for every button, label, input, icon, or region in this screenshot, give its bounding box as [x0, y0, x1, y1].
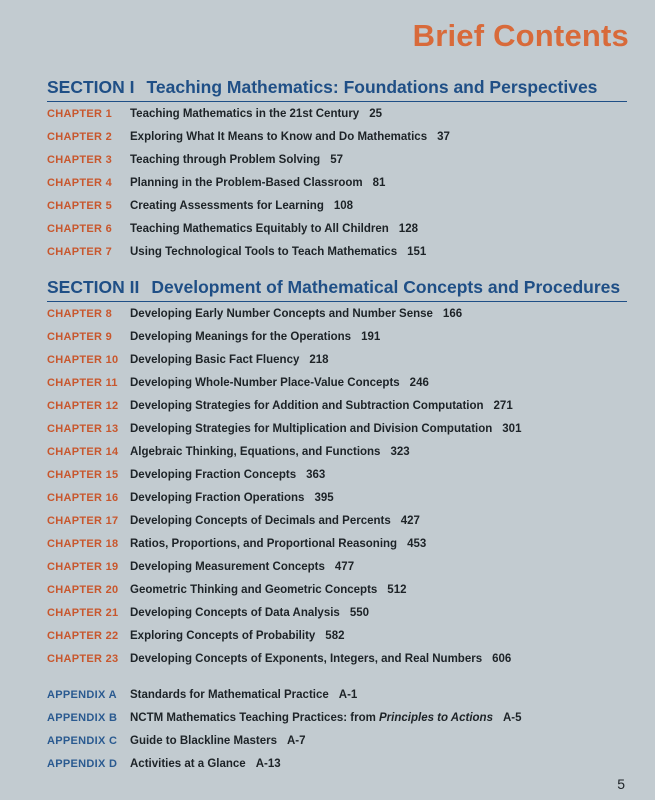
- toc-row: [47, 244, 426, 260]
- chapter-title: Developing Concepts of Exponents, Integers, and Real Numbers: [130, 653, 483, 665]
- section-number: SECTION I: [47, 77, 135, 97]
- toc-row: [47, 559, 354, 575]
- chapter-label: CHAPTER 10: [47, 354, 119, 366]
- chapter-page: 427: [400, 515, 420, 527]
- toc-row: [47, 129, 450, 145]
- chapter-page: 108: [333, 200, 354, 212]
- chapter-title: Developing Concepts of Decimals and Percents: [130, 515, 391, 527]
- chapter-label: CHAPTER 20: [47, 584, 119, 596]
- appendix-title-italic: Principles to Actions: [379, 712, 493, 724]
- chapter-title: Using Technological Tools to Teach Mathematics: [130, 246, 398, 258]
- chapter-title: Planning in the Problem-Based Classroom: [130, 177, 363, 189]
- toc-row: [47, 733, 306, 749]
- toc-row: [47, 490, 334, 506]
- chapter-page: 57: [330, 154, 343, 166]
- chapter-page: 166: [442, 308, 463, 320]
- chapter-label: CHAPTER 17: [47, 515, 119, 527]
- chapter-title: Developing Early Number Concepts and Number Sense: [130, 308, 433, 320]
- toc-row: [47, 198, 353, 214]
- chapter-page: 191: [361, 331, 381, 343]
- chapter-label: CHAPTER 6: [47, 223, 113, 235]
- chapter-page: 453: [407, 538, 427, 550]
- toc-row: [47, 444, 410, 460]
- chapter-label: CHAPTER 3: [47, 154, 113, 166]
- toc-row: [47, 421, 521, 437]
- chapter-page: 363: [306, 469, 326, 481]
- chapter-title: Teaching Mathematics Equitably to All Children: [130, 223, 389, 235]
- chapter-title: Exploring Concepts of Probability: [130, 630, 316, 642]
- chapter-page: 512: [387, 584, 407, 596]
- appendix-title: [130, 712, 493, 724]
- toc-row: [47, 651, 511, 667]
- chapter-label: CHAPTER 16: [47, 492, 119, 504]
- chapter-title: Teaching through Problem Solving: [130, 154, 321, 166]
- chapter-title: Ratios, Proportions, and Proportional Reasoning: [130, 538, 398, 550]
- appendix-page: A-13: [255, 758, 281, 770]
- toc-row: [47, 152, 343, 168]
- toc-row: [47, 467, 325, 483]
- toc-row: [47, 687, 357, 703]
- chapter-page: 218: [309, 354, 329, 366]
- chapter-page: 271: [493, 400, 513, 412]
- chapter-page: 151: [407, 246, 427, 258]
- appendix-title-text: NCTM Mathematics Teaching Practices: from: [130, 712, 380, 724]
- section-number: SECTION II: [47, 277, 140, 297]
- chapter-title: Developing Basic Fact Fluency: [130, 354, 300, 366]
- chapter-label: CHAPTER 5: [47, 200, 113, 212]
- chapter-title: Developing Meanings for the Operations: [130, 331, 352, 343]
- chapter-page: 81: [372, 177, 386, 189]
- appendix-page: A-7: [287, 735, 306, 747]
- chapter-page: 301: [502, 423, 522, 435]
- appendix-title: Standards for Mathematical Practice: [130, 689, 329, 701]
- toc-row: [47, 106, 382, 122]
- appendix-title: Activities at a Glance: [130, 758, 246, 770]
- chapter-label: CHAPTER 4: [47, 177, 113, 189]
- chapter-label: CHAPTER 21: [47, 607, 119, 619]
- chapter-page: 606: [492, 653, 512, 665]
- toc-row: [47, 175, 385, 191]
- chapter-label: CHAPTER 14: [47, 446, 119, 458]
- chapter-title: Geometric Thinking and Geometric Concepts: [130, 584, 378, 596]
- chapter-page: 246: [409, 377, 429, 389]
- chapter-label: CHAPTER 2: [47, 131, 113, 143]
- toc-row: [47, 536, 426, 552]
- chapter-page: 323: [390, 446, 410, 458]
- chapter-page: 477: [334, 561, 355, 573]
- section-heading: [47, 277, 627, 302]
- toc-row: [47, 398, 513, 414]
- chapter-label: CHAPTER 18: [47, 538, 119, 550]
- chapter-page: 128: [398, 223, 418, 235]
- toc-row: [47, 352, 329, 368]
- chapter-label: CHAPTER 22: [47, 630, 119, 642]
- toc-row: [47, 375, 429, 391]
- appendix-label: APPENDIX A: [47, 689, 117, 701]
- chapter-page: 25: [369, 108, 382, 120]
- chapter-page: 395: [314, 492, 334, 504]
- chapter-label: CHAPTER 23: [47, 653, 119, 665]
- appendix-title: Guide to Blackline Masters: [130, 735, 277, 747]
- page-number: 5: [617, 776, 625, 792]
- chapter-title: Algebraic Thinking, Equations, and Functions: [130, 446, 381, 458]
- appendix-label: APPENDIX B: [47, 712, 118, 724]
- chapter-label: CHAPTER 19: [47, 561, 119, 573]
- page-title: Brief Contents: [412, 18, 629, 53]
- toc-row: [47, 628, 344, 644]
- section-title: Development of Mathematical Concepts and Procedures: [151, 277, 621, 297]
- chapter-title: Developing Strategies for Multiplication and Division Computation: [130, 423, 493, 435]
- appendix-page: A-1: [338, 689, 358, 701]
- chapter-page: 550: [349, 607, 370, 619]
- chapter-label: CHAPTER 15: [47, 469, 119, 481]
- toc-row: [47, 756, 281, 772]
- chapter-label: CHAPTER 13: [47, 423, 119, 435]
- chapter-page: 582: [325, 630, 345, 642]
- chapter-label: CHAPTER 12: [47, 400, 119, 412]
- toc-row: [47, 710, 522, 726]
- chapter-title: Developing Fraction Concepts: [130, 469, 297, 481]
- chapter-title: Creating Assessments for Learning: [130, 200, 324, 212]
- chapter-label: CHAPTER 8: [47, 308, 113, 320]
- appendix-label: APPENDIX C: [47, 735, 118, 747]
- chapter-title: Developing Strategies for Addition and Subtraction Computation: [130, 400, 484, 412]
- section-title: Teaching Mathematics: Foundations and Perspectives: [146, 77, 598, 97]
- chapter-title: Developing Whole-Number Place-Value Concepts: [130, 377, 400, 389]
- appendix-page: A-5: [502, 712, 522, 724]
- chapter-label: CHAPTER 7: [47, 246, 113, 258]
- toc-row: [47, 582, 406, 598]
- section-heading: [47, 77, 627, 102]
- chapter-title: Developing Measurement Concepts: [130, 561, 325, 573]
- toc-row: [47, 306, 462, 322]
- chapter-label: CHAPTER 11: [47, 377, 118, 389]
- toc-row: [47, 605, 369, 621]
- chapter-title: Teaching Mathematics in the 21st Century: [130, 108, 360, 120]
- chapter-page: 37: [437, 131, 450, 143]
- toc-row: [47, 513, 420, 529]
- toc-row: [47, 329, 380, 345]
- chapter-title: Developing Concepts of Data Analysis: [130, 607, 340, 619]
- appendix-label: APPENDIX D: [47, 758, 118, 770]
- chapter-label: CHAPTER 9: [47, 331, 113, 343]
- toc-row: [47, 221, 418, 237]
- chapter-title: Exploring What It Means to Know and Do Mathematics: [130, 131, 428, 143]
- chapter-label: CHAPTER 1: [47, 108, 113, 120]
- chapter-title: Developing Fraction Operations: [130, 492, 305, 504]
